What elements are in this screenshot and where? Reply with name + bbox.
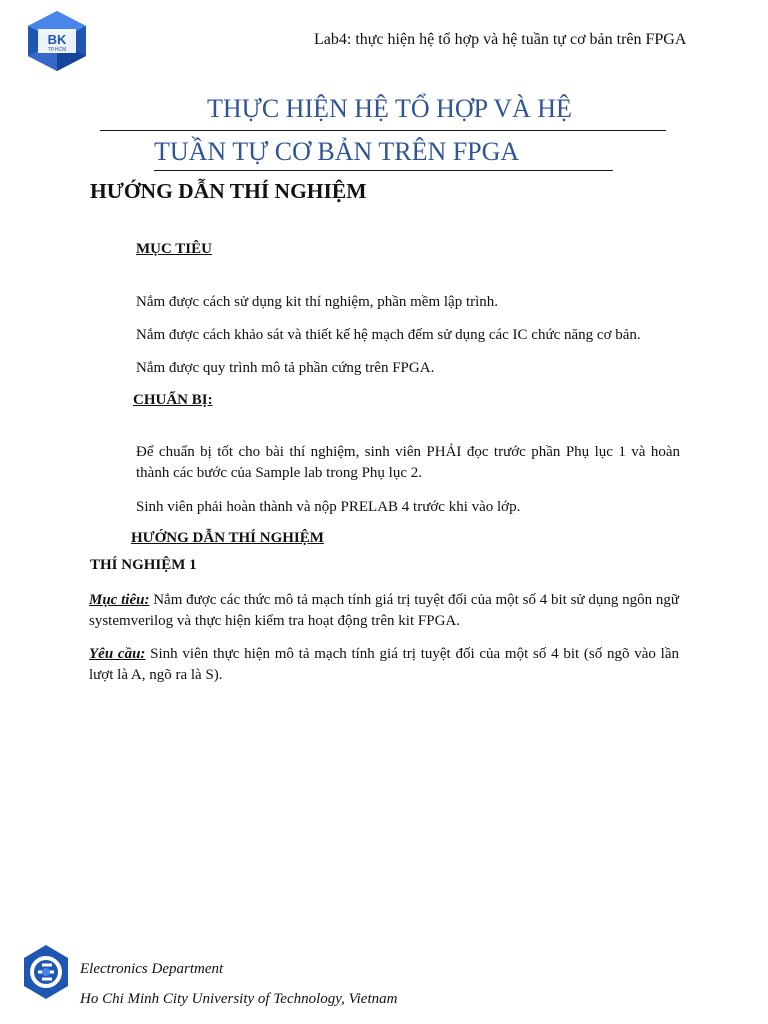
electronics-department-logo (22, 944, 70, 1000)
objectives-heading: MỤC TIÊU (136, 241, 212, 257)
objective-item: Nắm được quy trình mô tả phần cứng trên FPGA. (136, 360, 435, 376)
experiment-requirement-text: Sinh viên thực hiện mô tả mạch tính giá trị tuyệt đối của một số 4 bit (số ngõ vào lần lượt là A, ngõ ra là S). (89, 646, 679, 683)
experiment-requirement (89, 644, 679, 686)
preparation-item: Để chuẩn bị tốt cho bài thí nghiệm, sinh viên PHẢI đọc trước phần Phụ lục 1 và hoàn thành các bước của Sample lab trong Phụ lục 2. (136, 444, 680, 481)
title-underline-2 (154, 170, 613, 171)
footer-university: Ho Chi Minh City University of Technology, Vietnam (80, 991, 398, 1007)
title-underline-1 (100, 130, 666, 131)
bk-logo-subtext: TP.HCM (47, 47, 67, 53)
experiment-objective-text: Nắm được các thức mô tả mạch tính giá trị tuyệt đối của một số 4 bit sử dụng ngôn ngữ systemverilog và thực hiện kiểm tra hoạt động trên kit FPGA. (89, 592, 680, 629)
bk-logo (24, 9, 90, 73)
objective-item: Nắm được cách khảo sát và thiết kế hệ mạch đếm sử dụng các IC chức năng cơ bản. (136, 327, 641, 343)
document-title-line1: THỰC HIỆN HỆ TỔ HỢP VÀ HỆ (207, 94, 572, 123)
preparation-heading: CHUẨN BỊ: (133, 392, 213, 408)
bk-logo-text: BK (47, 32, 67, 47)
guide-heading: HƯỚNG DẪN THÍ NGHIỆM (90, 179, 367, 203)
header-lab-title: Lab4: thực hiện hệ tổ hợp và hệ tuần tự cơ bản trên FPGA (314, 31, 687, 48)
objective-item: Nắm được cách sử dụng kit thí nghiệm, phần mềm lập trình. (136, 294, 499, 310)
experiment-objective (89, 590, 679, 632)
experiment-title: THÍ NGHIỆM 1 (90, 557, 197, 573)
document-title-line2: TUẦN TỰ CƠ BẢN TRÊN FPGA (154, 137, 520, 166)
experiment-requirement-label: Yêu cầu: (89, 646, 146, 662)
footer-department: Electronics Department (80, 961, 224, 977)
preparation-item: Sinh viên phải hoàn thành và nộp PRELAB 4 trước khi vào lớp. (136, 499, 521, 515)
instructions-heading: HƯỚNG DẪN THÍ NGHIỆM (131, 530, 324, 546)
experiment-objective-label: Mục tiêu: (89, 592, 150, 608)
